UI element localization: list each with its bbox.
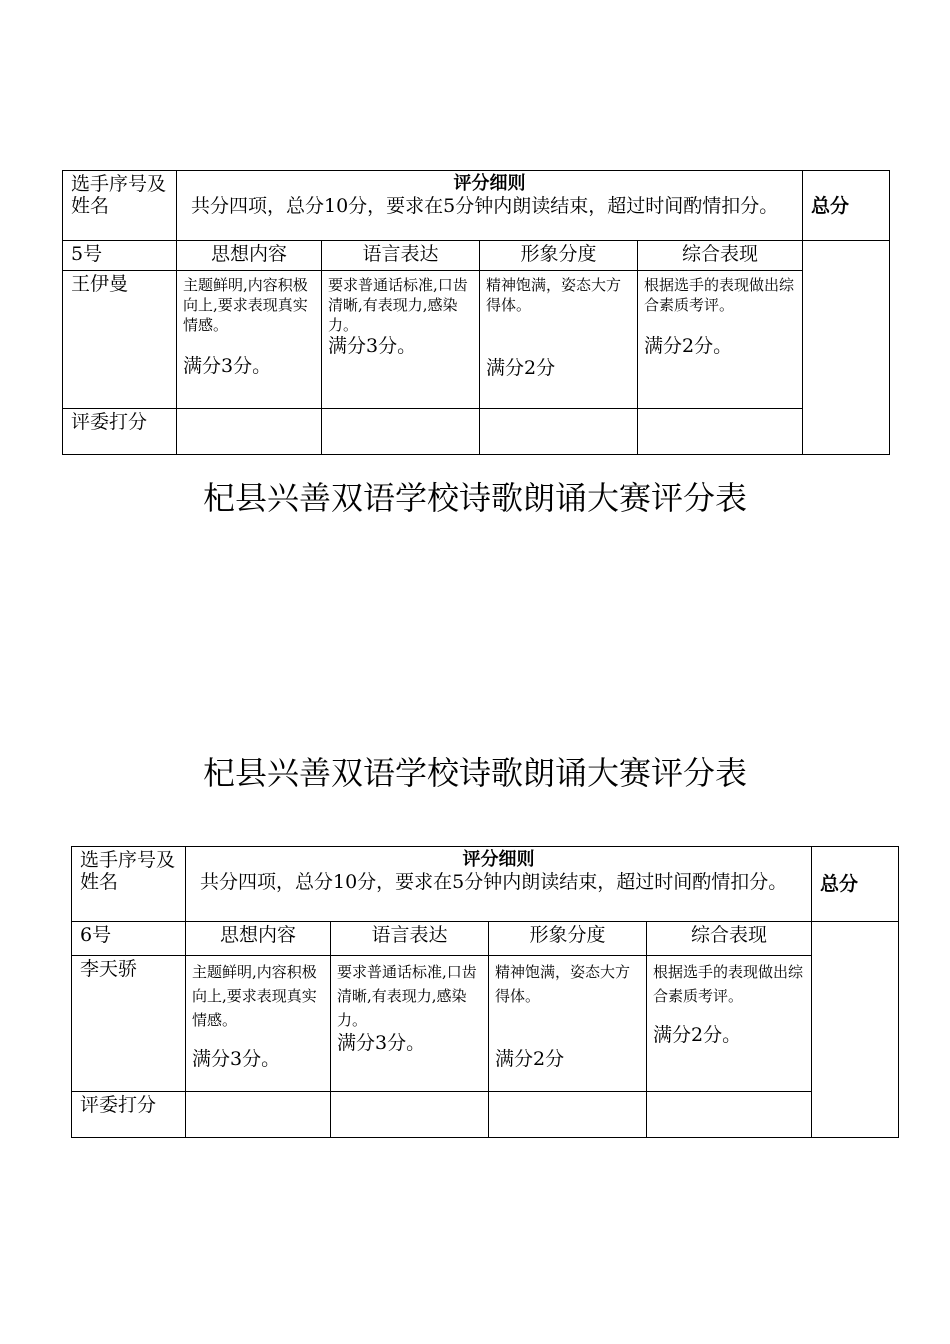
judge-score-cell[interactable] [489, 1092, 647, 1138]
criteria-label: 语言表达 [322, 241, 480, 271]
rules-cell [177, 171, 803, 241]
criteria-desc: 根据选手的表现做出综合素质考评。 [653, 963, 804, 1005]
criteria-score: 满分3分。 [337, 1032, 426, 1054]
contestant-name: 王伊曼 [63, 271, 177, 409]
criteria-cell [638, 271, 803, 409]
criteria-cell [331, 956, 489, 1092]
criteria-score: 满分2分 [486, 357, 556, 379]
criteria-label: 思想内容 [177, 241, 322, 271]
sheet-title: 杞县兴善双语学校诗歌朗诵大赛评分表 [202, 754, 747, 792]
criteria-desc: 根据选手的表现做出综合素质考评。 [644, 276, 795, 314]
rules-title: 评分细则 [462, 849, 535, 870]
criteria-label: 综合表现 [647, 922, 812, 956]
criteria-desc: 精神饱满，姿态大方得体。 [495, 963, 631, 1005]
criteria-cell [489, 956, 647, 1092]
judge-score-cell[interactable] [480, 409, 638, 455]
criteria-desc: 要求普通话标准,口齿清晰,有表现力,感染力。 [328, 276, 468, 334]
criteria-label: 形象分度 [480, 241, 638, 271]
criteria-cell [186, 956, 331, 1092]
score-table-2 [71, 846, 899, 1138]
judge-score-cell[interactable] [647, 1092, 812, 1138]
total-score-cell[interactable] [812, 922, 899, 1138]
criteria-desc: 主题鲜明,内容积极向上,要求表现真实情感。 [192, 963, 317, 1029]
sheet-title: 杞县兴善双语学校诗歌朗诵大赛评分表 [202, 479, 747, 517]
criteria-label: 语言表达 [331, 922, 489, 956]
judge-score-cell[interactable] [186, 1092, 331, 1138]
contestant-name: 李天骄 [72, 956, 186, 1092]
total-score-cell[interactable] [803, 241, 890, 455]
judge-score-cell[interactable] [638, 409, 803, 455]
criteria-score: 满分3分。 [328, 335, 417, 357]
criteria-score: 满分3分。 [183, 355, 272, 377]
rules-cell [186, 847, 812, 922]
contestant-number: 6号 [72, 922, 186, 956]
criteria-desc: 主题鲜明,内容积极向上,要求表现真实情感。 [183, 276, 308, 334]
criteria-score: 满分2分 [495, 1048, 565, 1070]
contestant-label: 选手序号及姓名 [72, 847, 186, 922]
contestant-label: 选手序号及姓名 [63, 171, 177, 241]
criteria-desc: 要求普通话标准,口齿清晰,有表现力,感染力。 [337, 963, 477, 1029]
rules-desc: 共分四项，总分10分，要求在5分钟内朗读结束，超过时间酌情扣分。 [200, 871, 788, 893]
judge-score-cell[interactable] [331, 1092, 489, 1138]
rules-desc: 共分四项，总分10分，要求在5分钟内朗读结束，超过时间酌情扣分。 [191, 195, 779, 217]
criteria-score: 满分2分。 [644, 335, 733, 357]
criteria-cell [177, 271, 322, 409]
criteria-cell [322, 271, 480, 409]
rules-title: 评分细则 [453, 173, 526, 194]
criteria-label: 综合表现 [638, 241, 803, 271]
criteria-cell [647, 956, 812, 1092]
score-table-1 [62, 170, 890, 455]
judge-score-cell[interactable] [322, 409, 480, 455]
total-label: 总分 [812, 847, 899, 922]
judge-score-cell[interactable] [177, 409, 322, 455]
criteria-label: 形象分度 [489, 922, 647, 956]
criteria-score: 满分3分。 [192, 1048, 281, 1070]
criteria-label: 思想内容 [186, 922, 331, 956]
judge-label: 评委打分 [72, 1092, 186, 1138]
judge-label: 评委打分 [63, 409, 177, 455]
criteria-cell [480, 271, 638, 409]
contestant-number: 5号 [63, 241, 177, 271]
criteria-score: 满分2分。 [653, 1024, 742, 1046]
criteria-desc: 精神饱满，姿态大方得体。 [486, 276, 622, 314]
total-label: 总分 [803, 171, 890, 241]
